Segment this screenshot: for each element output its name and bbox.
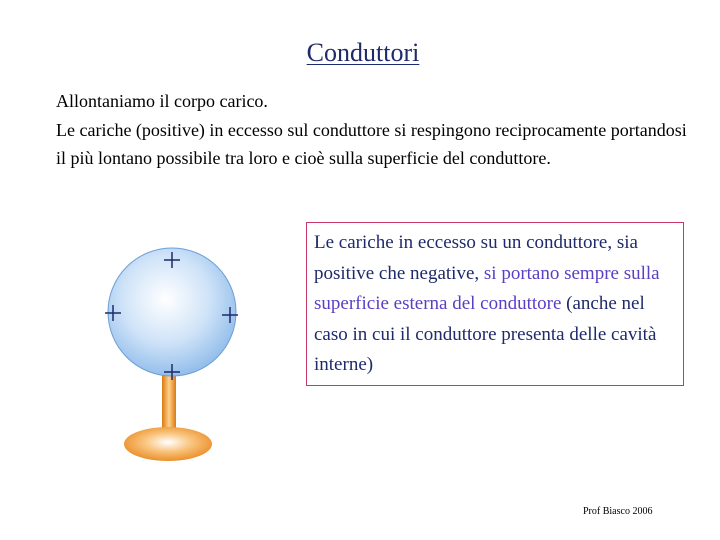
paragraph-charges-repel: Le cariche (positive) in eccesso sul conduttore si respingono reciprocamente portandosi il più lontano possibile tra loro e cioè sulla superficie del conduttore. — [56, 119, 687, 168]
footer-credit: Prof Biasco 2006 — [583, 506, 653, 517]
slide-body — [56, 87, 696, 173]
stand-base — [124, 427, 212, 461]
key-concept-box — [306, 222, 684, 386]
note-text-part-2: sia positive che negative, — [314, 232, 638, 284]
note-text-part-4: (anche nel caso in cui il conduttore presenta delle cavità interne) — [314, 293, 657, 375]
note-text-highlight: si portano sempre sulla superficie esterna del conduttore — [314, 262, 660, 314]
note-text-part-1: Le cariche in eccesso su un conduttore, — [314, 232, 613, 253]
paragraph-remove-body: Allontaniamo il corpo carico. — [56, 91, 268, 111]
slide-title: Conduttori — [306, 38, 420, 67]
conductor-sphere-illustration — [98, 238, 258, 468]
